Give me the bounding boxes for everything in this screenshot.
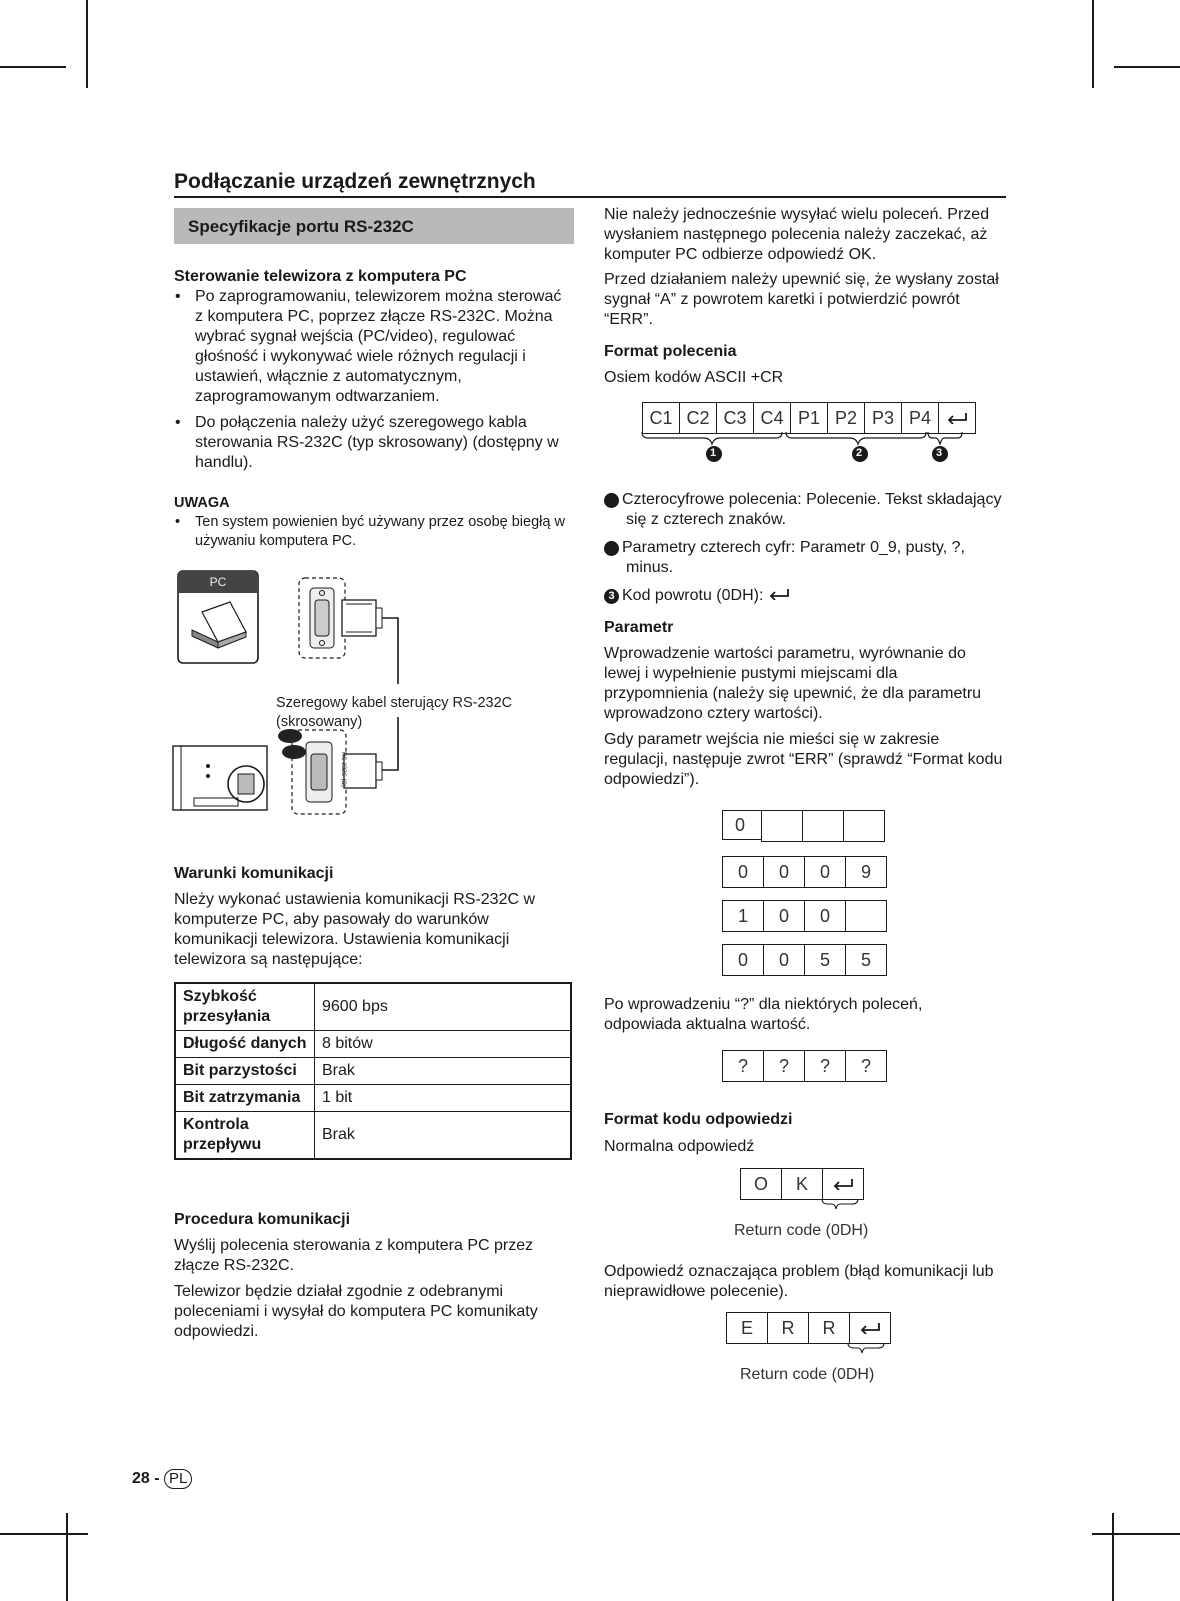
language-badge: PL	[164, 1469, 192, 1489]
bullet-item: • Ten system powienien być używany przez osobę biegłą w używaniu komputera PC.	[174, 513, 566, 551]
intro-text: Przed działaniem należy upewnić się, że wysłany został sygnał “A” z powrotem karetki i potwierdzić powrót “ERR”.	[604, 271, 999, 328]
response-heading: Format kodu odpowiedzi	[604, 1111, 793, 1128]
example-cell: 9	[845, 856, 887, 888]
format-cell: P2	[827, 402, 865, 434]
example-cell: 5	[845, 944, 887, 976]
example-cell: 0	[763, 944, 805, 976]
marker-3: 3	[936, 447, 943, 459]
example-row	[722, 856, 887, 888]
table-row	[175, 983, 571, 1031]
procedure-section	[174, 1210, 566, 1342]
format-heading: Format polecenia	[604, 343, 737, 360]
spec-key: Szybkość przesyłania	[175, 983, 315, 1031]
example-cell: 0	[804, 900, 846, 932]
return-code-label: Return code (0DH)	[734, 1222, 869, 1239]
pc-illustration	[178, 571, 258, 663]
format-cell: P3	[864, 402, 902, 434]
return-cell	[822, 1168, 864, 1200]
example-cell	[761, 810, 803, 842]
return-bracket	[846, 1343, 886, 1357]
return-icon	[946, 412, 968, 424]
pc-label: PC	[209, 575, 227, 589]
example-row	[722, 810, 887, 842]
conditions-heading: Warunki komunikacji	[174, 865, 334, 882]
spec-key: Długość danych	[175, 1031, 315, 1058]
query-cells	[722, 1050, 887, 1082]
return-bracket	[820, 1199, 860, 1213]
intro-text: Nie należy jednocześnie wysyłać wielu poleceń. Przed wysłaniem następnego polecenia należy zaczekać, aż komputer PC odbierze odpowiedź OK.	[604, 206, 990, 263]
procedure-heading: Procedura komunikacji	[174, 1211, 351, 1228]
legend-item	[604, 586, 1004, 606]
example-row	[722, 944, 887, 976]
legend-text: Czterocyfrowe polecenia: Polecenie. Tekst składający się z czterech znaków.	[622, 491, 1002, 528]
err-cell: R	[808, 1312, 850, 1344]
command-format-cells	[642, 402, 976, 434]
spec-key: Bit zatrzymania	[175, 1085, 315, 1112]
legend-text: Kod powrotu (0DH):	[622, 587, 764, 604]
return-icon	[768, 588, 790, 600]
cable-connector-bottom	[344, 754, 382, 788]
footer-dash: -	[154, 1470, 160, 1487]
param-examples	[722, 810, 887, 976]
crop-mark	[1092, 0, 1094, 88]
specs-table-wrap	[174, 982, 572, 1160]
cable-label-line2: (skrosowany)	[276, 714, 363, 730]
example-cell	[845, 900, 887, 932]
ok-cells	[740, 1168, 864, 1200]
format-cell: C1	[642, 402, 680, 434]
num-badge-2: 2	[604, 541, 619, 556]
example-row	[722, 900, 887, 932]
param-heading: Parametr	[604, 619, 674, 636]
crop-mark	[86, 0, 88, 88]
param-text: Gdy parametr wejścia nie mieści się w zakresie regulacji, następuje zwrot “ERR” (sprawdź “Format kodu odpowiedzi”).	[604, 731, 1003, 788]
cable-label-line1: Szeregowy kabel sterujący RS-232C	[276, 695, 513, 711]
return-icon	[832, 1178, 854, 1190]
section-title: Specyfikacje portu RS-232C	[188, 217, 414, 236]
example-cell	[802, 810, 844, 842]
page-title: Podłączanie urządzeń zewnętrznych	[174, 170, 536, 193]
cable-line	[382, 618, 398, 684]
error-text: Odpowiedź oznaczająca problem (błąd komunikacji lub nieprawidłowe polecenie).	[604, 1263, 994, 1300]
query-cell: ?	[845, 1050, 887, 1082]
specs-table	[174, 982, 572, 1160]
example-cell: 0	[804, 856, 846, 888]
crop-mark	[0, 66, 66, 68]
legend-item	[589, 490, 1004, 530]
example-cell: 1	[722, 900, 764, 932]
num-badge-1: 1	[604, 493, 619, 508]
procedure-text: Wyślij polecenia sterowania z komputera PC przez złącze RS-232C.	[174, 1237, 534, 1274]
crop-mark	[1112, 1513, 1114, 1601]
example-cell: 0	[722, 810, 762, 840]
format-cell: P4	[901, 402, 939, 434]
port-label	[339, 752, 346, 764]
right-intro	[604, 205, 1004, 388]
param-text: Wprowadzenie wartości parametru, wyrównanie do lewej i wypełnienie pustymi miejscami dla przypomnienia (należy się upewnić, że dla parametru wprowadzono cztery wartości).	[604, 645, 982, 722]
err-cells	[726, 1312, 891, 1344]
table-row	[175, 1031, 571, 1058]
example-cell	[843, 810, 885, 842]
conditions-text: Nleży wykonać ustawienia komunikacji RS-232C w komputerze PC, aby pasowały do warunków komunikacji telewizora. Ustawienia komunikacji telewizora są następujące:	[174, 891, 536, 968]
err-cell: E	[726, 1312, 768, 1344]
procedure-text: Telewizor będzie działał zgodnie z odebranymi poleceniami i wysyłał do komputera PC komunikaty odpowiedzi.	[174, 1283, 538, 1340]
example-cell: 0	[722, 856, 764, 888]
query-cell: ?	[804, 1050, 846, 1082]
cable-label	[276, 694, 566, 732]
legend-text: Parametry czterech cyfr: Parametr 0_9, pusty, ?, minus.	[622, 539, 965, 576]
tv-serial-port	[278, 729, 346, 814]
legend-item	[589, 538, 1004, 578]
cable-connector-top	[342, 600, 382, 636]
example-cell: 0	[763, 900, 805, 932]
format-legend	[589, 490, 1004, 790]
control-bullets	[174, 287, 566, 473]
query-cell: ?	[722, 1050, 764, 1082]
query-cell: ?	[763, 1050, 805, 1082]
spec-value: 1 bit	[315, 1085, 572, 1112]
table-row	[175, 1112, 571, 1160]
control-section	[174, 267, 566, 479]
normal-response-label: Normalna odpowiedź	[604, 1138, 755, 1155]
spec-value: Brak	[315, 1112, 572, 1160]
err-cell: R	[767, 1312, 809, 1344]
note-heading: UWAGA	[174, 495, 230, 511]
crop-mark	[66, 1513, 68, 1601]
table-row	[175, 1085, 571, 1112]
example-cell: 5	[804, 944, 846, 976]
pc-serial-port	[299, 578, 345, 658]
table-row	[175, 1058, 571, 1085]
example-cell: 0	[763, 856, 805, 888]
spec-value: Brak	[315, 1058, 572, 1085]
format-cell: C2	[679, 402, 717, 434]
note-bullets	[174, 513, 566, 551]
example-cell: 0	[722, 944, 764, 976]
return-code-label: Return code (0DH)	[740, 1366, 875, 1383]
spec-key: Kontrola przepływu	[175, 1112, 315, 1160]
response-section	[604, 1110, 1004, 1157]
title-rule	[174, 196, 1006, 198]
conditions-section	[174, 864, 566, 970]
format-cell: P1	[790, 402, 828, 434]
marker-2: 2	[856, 447, 863, 459]
bullet-item: • Do połączenia należy użyć szeregowego kabla sterowania RS-232C (typ skrosowany) (dostępny w handlu).	[174, 413, 566, 473]
spec-value: 9600 bps	[315, 983, 572, 1031]
return-cell	[938, 402, 976, 434]
crop-mark	[1114, 66, 1180, 68]
num-badge-3: 3	[604, 589, 619, 604]
bullet-item: • Po zaprogramowaniu, telewizorem można sterować z komputera PC, poprzez złącze RS-232C. Można wybrać sygnał wejścia (PC/video), regulować głośność i wykonywać wiele różnych regulacji i ustawień, włącznie z automatycznym, zaprogramowanym odtwarzaniem.	[174, 287, 566, 407]
query-text: Po wprowadzeniu “?” dla niektórych poleceń, odpowiada aktualna wartość.	[604, 996, 923, 1033]
ok-cell: K	[781, 1168, 823, 1200]
spec-key: Bit parzystości	[175, 1058, 315, 1085]
return-icon	[859, 1322, 881, 1334]
spec-value: 8 bitów	[315, 1031, 572, 1058]
crop-mark	[0, 1533, 88, 1535]
note-section	[174, 494, 566, 557]
ok-cell: O	[740, 1168, 782, 1200]
page-number: 28	[132, 1470, 150, 1487]
format-sub: Osiem kodów ASCII +CR	[604, 369, 784, 386]
marker-1: 1	[710, 447, 717, 459]
tv-illustration	[173, 746, 267, 810]
format-cell: C3	[716, 402, 754, 434]
crop-mark	[1092, 1533, 1180, 1535]
format-cell: C4	[753, 402, 791, 434]
return-cell	[849, 1312, 891, 1344]
control-heading: Sterowanie telewizora z komputera PC	[174, 268, 467, 285]
page-footer	[132, 1469, 192, 1489]
section-header	[174, 208, 574, 244]
format-markers	[640, 446, 970, 464]
